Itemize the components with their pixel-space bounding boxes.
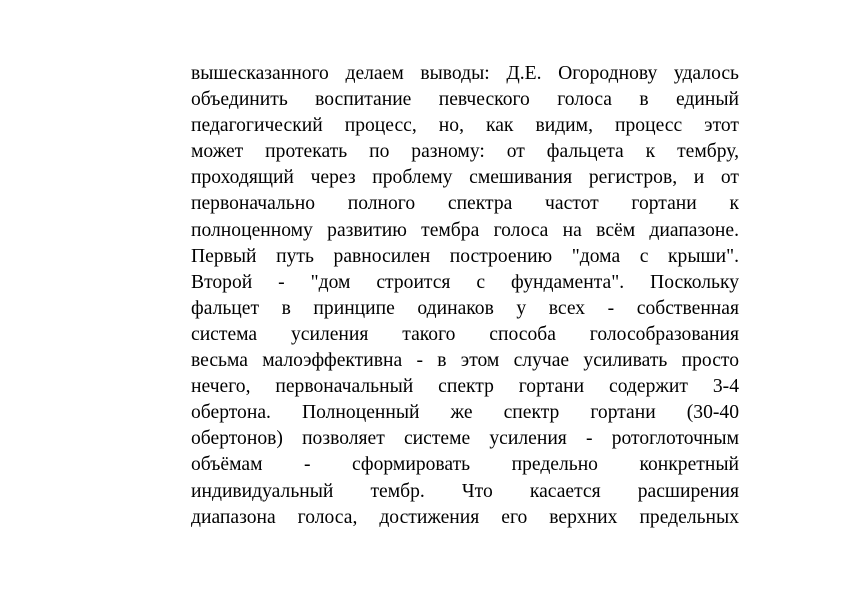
text-line-7: полноценному развитию тембра голоса на всём диапазоне. [191,219,739,241]
text-line-6: первоначально полного спектра частот гортани к [191,193,739,215]
text-line-13: нечего, первоначальный спектр гортани содержит 3-4 [191,376,739,398]
text-line-9: Второй - "дом строится с фундамента". Поскольку [191,271,739,293]
text-line-18: диапазона голоса, достижения его верхних предельных [191,506,739,528]
text-line-1: вышесказанного делаем выводы: Д.Е. Огороднову удалось [191,63,739,84]
text-line-5: проходящий через проблему смешивания регистров, и от [191,167,739,189]
body-text [191,61,739,531]
text-line-17: индивидуальный тембр. Что касается расширения [191,480,739,502]
text-line-3: педагогический процесс, но, как видим, процесс этот [191,115,739,137]
text-line-10: фальцет в принципе одинаков у всех - собственная [191,297,739,319]
text-line-11: система усиления такого способа голособразования [191,323,739,345]
text-line-15: обертонов) позволяет системе усиления - ротоглоточным [191,428,739,450]
text-line-16: объёмам - сформировать предельно конкретный [191,454,739,476]
text-line-14: обертона. Полноценный же спектр гортани (30-40 [191,402,739,424]
text-line-8: Первый путь равносилен построению "дома с крыши". [191,245,739,267]
text-line-2: объединить воспитание певческого голоса в единый [191,89,739,111]
text-line-4: может протекать по разному: от фальцета к тембру, [191,141,739,163]
text-line-12: весьма малоэффективна - в этом случае усиливать просто [191,350,739,372]
